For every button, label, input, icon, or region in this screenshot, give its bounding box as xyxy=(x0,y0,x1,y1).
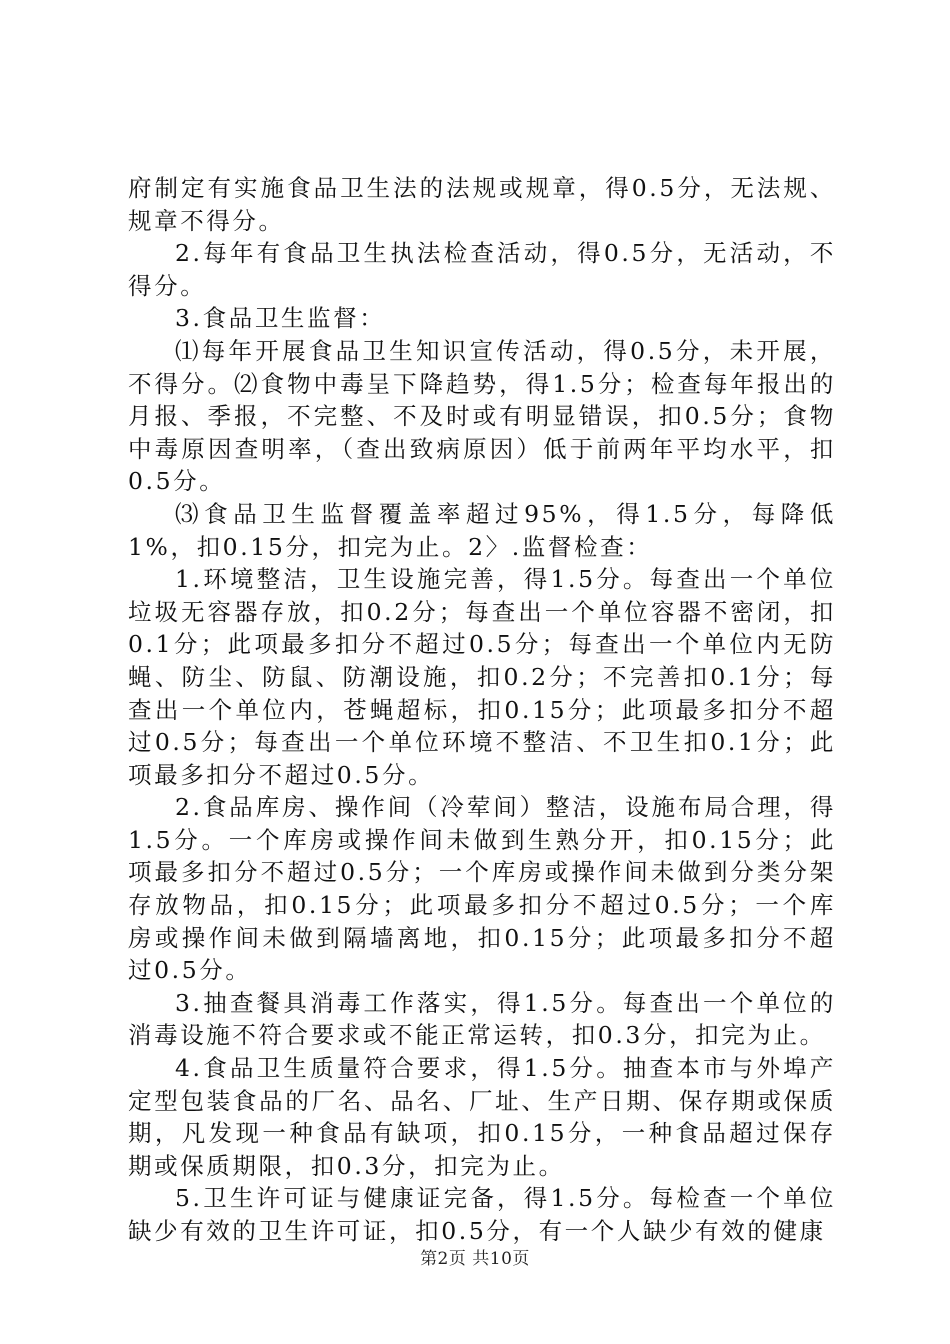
page-number-footer: 第2页 共10页 xyxy=(420,1249,530,1269)
document-body xyxy=(128,172,836,1248)
paragraph-item-3-1: ⑴每年开展食品卫生知识宣传活动，得0.5分，未开展，不得分。⑵食物中毒呈下降趋势，得1.5分；检查每年报出的月报、季报，不完整、不及时或有明显错误，扣0.5分；食物中毒原因查明率，（查出致病原因）低于前两年平均水平，扣0.5分。 xyxy=(128,336,836,496)
paragraph-check-3: 3.抽查餐具消毒工作落实，得1.5分。每查出一个单位的消毒设施不符合要求或不能正常运转，扣0.3分，扣完为止。 xyxy=(128,988,836,1050)
paragraph-check-4: 4.食品卫生质量符合要求，得1.5分。抽查本市与外埠产定型包装食品的厂名、品名、厂址、生产日期、保存期或保质期，凡发现一种食品有缺项，扣0.15分，一种食品超过保存期或保质期限，扣0.3分，扣完为止。 xyxy=(128,1054,836,1180)
paragraph-check-2: 2.食品库房、操作间（冷荤间）整洁，设施布局合理，得1.5分。一个库房或操作间未做到生熟分开，扣0.15分；此项最多扣分不超过0.5分；一个库房或操作间未做到分类分架存放物品，扣0.15分；此项最多扣分不超过0.5分；一个库房或操作间未做到隔墙离地，扣0.15分；此项最多扣分不超过0.5分。 xyxy=(128,793,836,985)
paragraph-item-3-heading: 3.食品卫生监督： xyxy=(175,304,386,333)
paragraph-item-2: 2.每年有食品卫生执法检查活动，得0.5分，无活动，不得分。 xyxy=(128,239,836,300)
paragraph-check-1: 1.环境整洁，卫生设施完善，得1.5分。每查出一个单位垃圾无容器存放，扣0.2分；每查出一个单位容器不密闭，扣0.1分；此项最多扣分不超过0.5分；每查出一个单位内无防蝇、防尘、防鼠、防潮设施，扣0.2分；不完善扣0.1分；每查出一个单位内，苍蝇超标，扣0.15分；此项最多扣分不超过0.5分；每查出一个单位环境不整洁、不卫生扣0.1分；此项最多扣分不超过0.5分。 xyxy=(128,565,836,789)
paragraph-continuation: 府制定有实施食品卫生法的法规或规章，得0.5分，无法规、规章不得分。 xyxy=(128,174,836,235)
paragraph-check-5: 5.卫生许可证与健康证完备，得1.5分。每检查一个单位缺少有效的卫生许可证，扣0.5分，有一个人缺少有效的健康 xyxy=(128,1184,836,1245)
paragraph-item-3-3: ⑶食品卫生监督覆盖率超过95%，得1.5分，每降低1%，扣0.15分，扣完为止。2〉.监督检查： xyxy=(128,499,836,561)
